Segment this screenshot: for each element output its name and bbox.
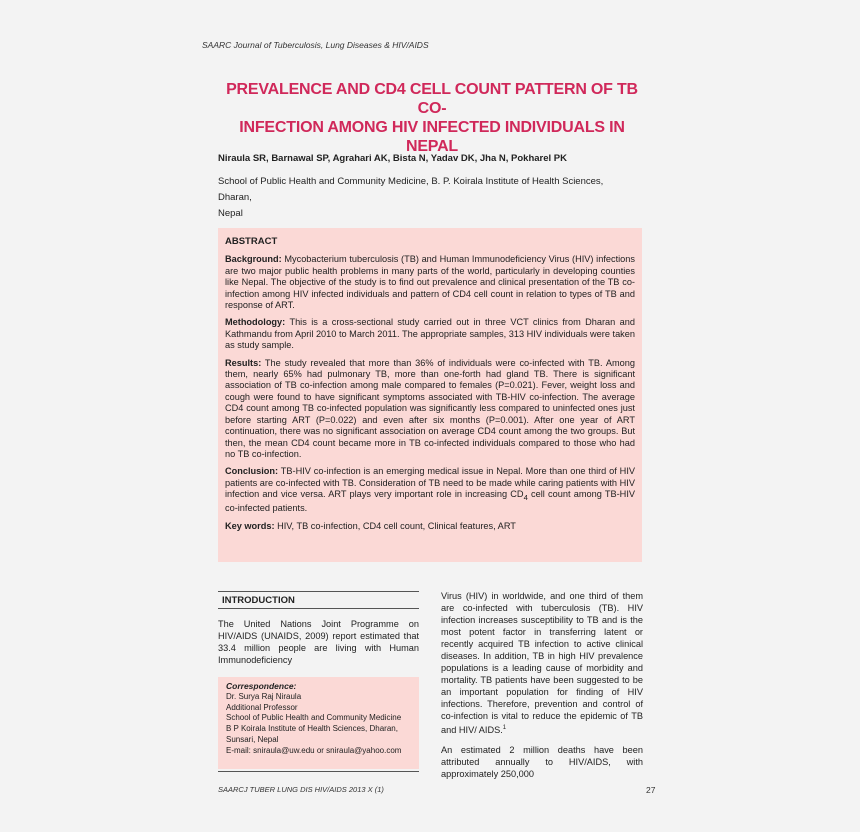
background-label: Background: bbox=[225, 254, 282, 265]
background-text: Mycobacterium tuberculosis (TB) and Human Immunodeficiency Virus (HIV) infections are two major public health problems in many parts of the world, particularly in developing counties like Nepal. The objective of the study is to find out prevalence and clinical presentation of the TB co-infection among HIV infected individuals and pattern of CD4 cell count in relation to types of TB and response of ART. bbox=[225, 254, 635, 311]
conclusion-text-end: cell count among TB-HIV co-infected patients. bbox=[225, 489, 635, 514]
keywords-label: Key words: bbox=[225, 520, 275, 531]
correspondence-line: B P Koirala Institute of Health Sciences, Dharan, bbox=[226, 724, 398, 734]
page-number: 27 bbox=[646, 785, 656, 795]
methodology-label: Methodology: bbox=[225, 317, 286, 328]
correspondence-line: E-mail: sniraula@uw.edu or sniraula@yahoo.com bbox=[226, 745, 402, 755]
introduction-col1: The United Nations Joint Programme on HIV/AIDS (UNAIDS, 2009) report estimated that 33.4 million people are living with Human Immunodeficiency bbox=[218, 619, 419, 665]
introduction-paragraph bbox=[441, 590, 643, 736]
affiliation-line: School of Public Health and Community Medicine, B. P. Koirala Institute of Health Sciences, Dharan, bbox=[218, 176, 604, 203]
introduction-paragraph: An estimated 2 million deaths have been attributed annually to HIV/AIDS, with approximately 250,000 bbox=[441, 745, 643, 780]
reference-marker: 1 bbox=[502, 725, 507, 731]
results-label: Results: bbox=[225, 357, 262, 368]
abstract-box bbox=[218, 228, 642, 562]
abstract-conclusion bbox=[225, 466, 635, 514]
author-list: Niraula SR, Barnawal SP, Agrahari AK, Bista N, Yadav DK, Jha N, Pokharel PK bbox=[218, 153, 567, 164]
keywords-text: HIV, TB co-infection, CD4 cell count, Clinical features, ART bbox=[274, 520, 516, 531]
correspondence-box bbox=[218, 677, 419, 769]
paragraph-text: Virus (HIV) in worldwide, and one third of them are co-infected with tuberculosis (TB). HIV infection increases susceptibility to TB and is the most potent factor in transferring latent or recently acquired TB infection to active clinical diseases. In addition, TB in high HIV prevalence populations is a leading cause of morbidity and mortality. TB patients have been suggested to be an important population for finding of HIV infections. Therefore, prevention and control of co-infection is vital to reduce the epidemic of TB and HIV/ AIDS. bbox=[441, 591, 643, 736]
correspondence-line: Dr. Surya Raj Niraula bbox=[226, 691, 302, 701]
abstract-results bbox=[225, 358, 635, 461]
abstract-background bbox=[225, 254, 635, 311]
introduction-col2 bbox=[441, 590, 643, 788]
conclusion-label: Conclusion: bbox=[225, 466, 279, 477]
correspondence-line: Sunsari, Nepal bbox=[226, 734, 279, 744]
abstract-keywords bbox=[225, 521, 635, 532]
divider bbox=[218, 771, 419, 772]
introduction-heading: INTRODUCTION bbox=[218, 591, 419, 609]
affiliation-line: Nepal bbox=[218, 208, 243, 219]
article-title bbox=[222, 80, 642, 156]
title-line: PREVALENCE AND CD4 CELL COUNT PATTERN OF TB CO- bbox=[226, 81, 638, 117]
results-text: The study revealed that more than 36% of individuals were co-infected with TB. Among them, nearly 65% had pulmonary TB, more than one-forth had gland TB. There is significant association of TB co-infection among male compared to females (P=0.021). Fever, weight loss and cough were found to have significant symptoms associated with TB-HIV co-infection. The average CD4 count among TB co-infected population was significantly less compared to uninfected ones just before starting ART (P=0.022) and even after six months (P=0.001). After one year of ART continuation, there was no significant association on average CD4 count among the two groups. But then, the mean CD4 count became more in TB co-infected individuals compared to those who had no TB co-infection. bbox=[225, 357, 635, 459]
correspondence-title: Correspondence: bbox=[226, 681, 297, 691]
correspondence-line: Additional Professor bbox=[226, 702, 298, 712]
abstract-heading: ABSTRACT bbox=[225, 236, 278, 247]
methodology-text: This is a cross-sectional study carried out in three VCT clinics from Dharan and Kathmandu from April 2010 to March 2011. The appropriate samples, 313 HIV individuals were taken as study sample. bbox=[225, 317, 635, 351]
affiliation bbox=[218, 174, 638, 222]
abstract-methodology bbox=[225, 317, 635, 351]
title-line: INFECTION AMONG HIV INFECTED INDIVIDUALS IN NEPAL bbox=[239, 119, 625, 155]
correspondence-line: School of Public Health and Community Medicine bbox=[226, 713, 402, 723]
conclusion-subscript: 4 bbox=[523, 492, 528, 502]
footer-citation: SAARCJ TUBER LUNG DIS HIV/AIDS 2013 X (1) bbox=[218, 785, 384, 794]
conclusion-text: TB-HIV co-infection is an emerging medical issue in Nepal. More than one third of HIV patients are co-infected with TB. Consideration of TB need to be made while caring patients with HIV infection and vice versa. ART plays very important role in increasing CD bbox=[225, 466, 635, 500]
journal-header: SAARC Journal of Tuberculosis, Lung Diseases & HIV/AIDS bbox=[202, 40, 429, 50]
